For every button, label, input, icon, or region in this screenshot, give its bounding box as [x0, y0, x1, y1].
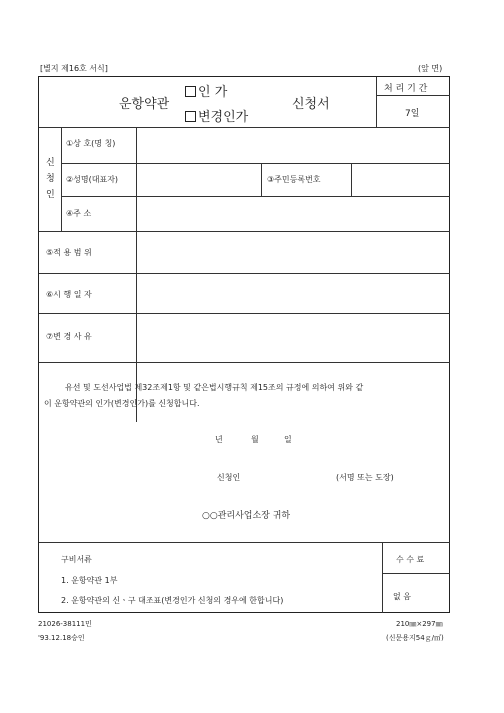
resident-number-field[interactable] [353, 165, 448, 195]
form-code: 21026-38111민 [38, 620, 92, 628]
applicant-sign-label: 신청인 [217, 473, 241, 482]
date-year: 년 [215, 435, 223, 444]
signature-or-seal-label: (서명 또는 도장) [336, 473, 394, 482]
statement-line-2: 이 운항약관의 인가(변경인가)를 신청합니다. [44, 399, 200, 408]
address-label: ④주 소 [66, 209, 92, 218]
paper-size: 210㎜×297㎜ [396, 620, 443, 628]
date-month: 월 [251, 435, 259, 444]
form-title-main: 운항약관 [119, 97, 170, 112]
application-form [38, 76, 450, 613]
paper-type: (신문용지54ｇ/㎡) [386, 634, 444, 642]
title-option-approval: 인 가 [185, 81, 227, 100]
title-option-change-approval: 변경인가 [185, 106, 248, 125]
representative-name-label: ②성명(대표자) [66, 175, 119, 184]
required-document-1: 1. 운항약관 1부 [61, 576, 118, 585]
statement-line-1: 유선 및 도선사업법 제32조제1항 및 같은법시행규칙 제15조의 규정에 의하여 위와 같 [65, 383, 364, 392]
effective-date-label: ⑥시 행 일 자 [46, 290, 92, 299]
change-reason-label: ⑦변 경 사 유 [46, 332, 92, 341]
required-documents-title: 구비서류 [61, 555, 92, 564]
scope-label: ⑤적 용 범 위 [46, 248, 92, 257]
addressee: ○○관리사업소장 귀하 [202, 511, 291, 521]
page-side-label: (앞 면) [418, 64, 443, 73]
representative-name-field[interactable] [138, 165, 258, 195]
business-name-label: ①상 호(명 칭) [66, 139, 116, 148]
resident-number-label: ③주민등록번호 [267, 175, 321, 184]
processing-period-label: 처 리 기 간 [384, 84, 428, 94]
address-field[interactable] [138, 198, 448, 229]
effective-date-field[interactable] [138, 275, 448, 311]
form-number: [별지 제16호 서식] [40, 64, 108, 73]
fee-label: 수 수 료 [396, 555, 425, 564]
business-name-field[interactable] [138, 129, 448, 159]
date-day: 일 [284, 435, 292, 444]
applicant-group-label: 신 청 인 [46, 158, 55, 200]
processing-period-value: 7일 [405, 109, 420, 119]
change-reason-field[interactable] [138, 315, 448, 360]
fee-value: 없 음 [393, 592, 411, 601]
approval-date: '93.12.18승인 [38, 634, 85, 642]
form-title-suffix: 신청서 [292, 97, 330, 112]
checkbox-approval[interactable] [185, 86, 196, 97]
checkbox-change-approval[interactable] [185, 111, 196, 122]
required-document-2: 2. 운항약관의 신ㆍ구 대조표(변경인가 신청의 경우에 한합니다) [61, 596, 284, 605]
scope-field[interactable] [138, 233, 448, 271]
applicant-sign-field[interactable] [249, 467, 339, 483]
